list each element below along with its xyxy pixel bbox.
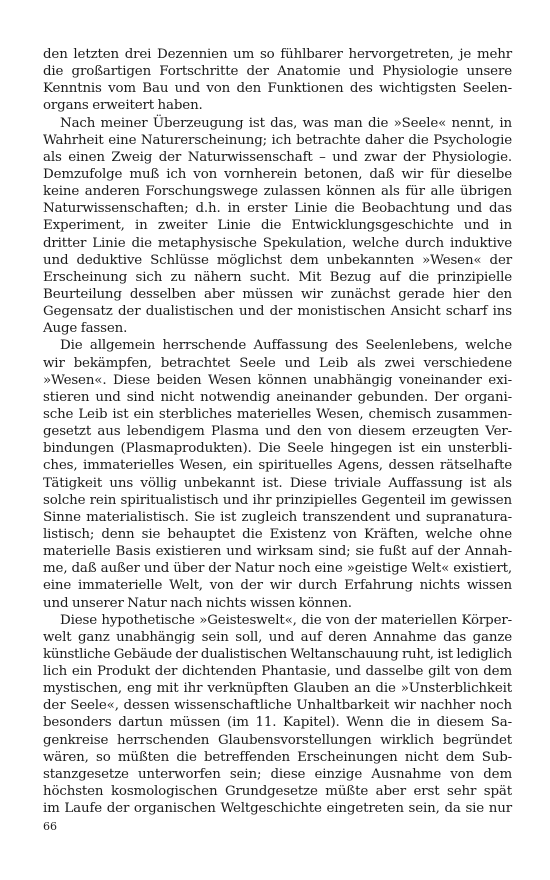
text-line: künstliche Gebäude der dualistischen Weltanschauung ruht, ist lediglich [43, 646, 512, 662]
text-line: Sinne materialistisch. Sie ist zugleich transzendent und supranatura- [43, 509, 512, 525]
text-line: organs erweitert haben. [43, 98, 203, 114]
text-line: Nach meiner Überzeugung ist das, was man die »Seele« nennt, in [60, 115, 512, 131]
text-line: höchsten kosmologischen Grundgesetze müßte aber erst sehr spät [43, 784, 512, 800]
text-line: welt ganz unabhängig sein soll, und auf deren Annahme das ganze [43, 629, 512, 645]
text-line: lich ein Produkt der dichtenden Phantasie, und dasselbe gilt von dem [43, 664, 512, 680]
text-line: Gegensatz der dualistischen und der monistischen Ansicht scharf ins [43, 304, 512, 320]
text-line: besonders dartun müssen (im 11. Kapitel). Wenn die in diesem Sa- [43, 715, 512, 731]
body-text [43, 46, 512, 817]
text-line: listisch; denn sie behauptet die Existenz von Kräften, welche ohne [43, 526, 512, 542]
text-line: keine anderen Forschungswege zulassen können als für alle übrigen [43, 184, 512, 200]
text-line: im Laufe der organischen Weltgeschichte eingetreten sein, da sie nur [43, 801, 512, 817]
text-line: wir bekämpfen, betrachtet Seele und Leib als zwei verschiedene [43, 355, 512, 371]
text-line: der Seele«, dessen wissenschaftliche Unhaltbarkeit wir nachher noch [43, 698, 512, 714]
text-line: »Wesen«. Diese beiden Wesen können unabhängig voneinander exi- [43, 372, 512, 388]
text-line: Naturwissenschaften; d.h. in erster Linie die Beobachtung und das [43, 201, 512, 217]
text-line: und unserer Natur nach nichts wissen können. [43, 595, 352, 611]
text-line: eine immaterielle Welt, von der wir durch Erfahrung nichts wissen [43, 578, 512, 594]
text-line: genkreise herrschenden Glaubensvorstellungen wirklich begründet [43, 732, 512, 748]
text-line: Diese hypothetische »Geisteswelt«, die von der materiellen Körper- [60, 612, 512, 628]
text-line: den letzten drei Dezennien um so fühlbarer hervorgetreten, je mehr [43, 47, 512, 62]
text-line: die großartigen Fortschritte der Anatomie und Physiologie unsere [43, 64, 512, 80]
text-line: wären, so müßten die betreffenden Erscheinungen nicht dem Sub- [43, 749, 512, 765]
text-line: Beurteilung desselben aber müssen wir zunächst gerade hier den [43, 286, 512, 302]
text-line: Experiment, in zweiter Linie die Entwicklungsgeschichte und in [43, 218, 512, 234]
text-line: Kenntnis vom Bau und von den Funktionen des wichtigsten Seelen- [43, 81, 512, 97]
text-line: Wahrheit eine Naturerscheinung; ich betrachte daher die Psychologie [43, 132, 512, 148]
text-line: me, daß außer und über der Natur noch eine »geistige Welt« existiert, [43, 561, 512, 577]
text-line: gesetzt aus lebendigem Plasma und den von diesem erzeugten Ver- [43, 424, 512, 440]
page-number: 66 [43, 820, 57, 833]
text-line: ches, immaterielles Wesen, ein spirituelles Agens, dessen rätselhafte [43, 458, 512, 474]
text-line: Erscheinung sich zu nähern sucht. Mit Bezug auf die prinzipielle [43, 269, 512, 285]
text-line: Die allgemein herrschende Auffassung des Seelenlebens, welche [60, 338, 512, 354]
text-line: und deduktive Schlüsse möglichst dem unbekannten »Wesen« der [43, 252, 512, 268]
text-line: materielle Basis existieren und wirksam sind; sie fußt auf der Annah- [43, 544, 512, 560]
text-line: stanzgesetze unterworfen sein; diese einzige Ausnahme von dem [43, 766, 512, 782]
text-line: mystischen, eng mit ihr verknüpften Glauben an die »Unsterblichkeit [43, 681, 512, 697]
text-line: als einen Zweig der Naturwissenschaft – und zwar der Physiologie. [43, 149, 512, 165]
text-line: Auge fassen. [43, 321, 128, 337]
text-line: solche rein spiritualistisch und ihr prinzipielles Gegenteil im gewissen [43, 492, 512, 508]
text-line: Tätigkeit uns völlig unbekannt ist. Diese triviale Auffassung ist als [43, 475, 512, 491]
text-line: bindungen (Plasmaprodukten). Die Seele hingegen ist ein unsterbli- [43, 441, 512, 457]
text-line: dritter Linie die metaphysische Spekulation, welche durch induktive [43, 235, 512, 251]
text-line: Demzufolge muß ich von vornherein betonen, daß wir für dieselbe [43, 166, 512, 182]
text-line: stieren und sind nicht notwendig aneinander gebunden. Der organi- [43, 389, 512, 405]
text-line: sche Leib ist ein sterbliches materielles Wesen, chemisch zusammen- [43, 406, 512, 422]
